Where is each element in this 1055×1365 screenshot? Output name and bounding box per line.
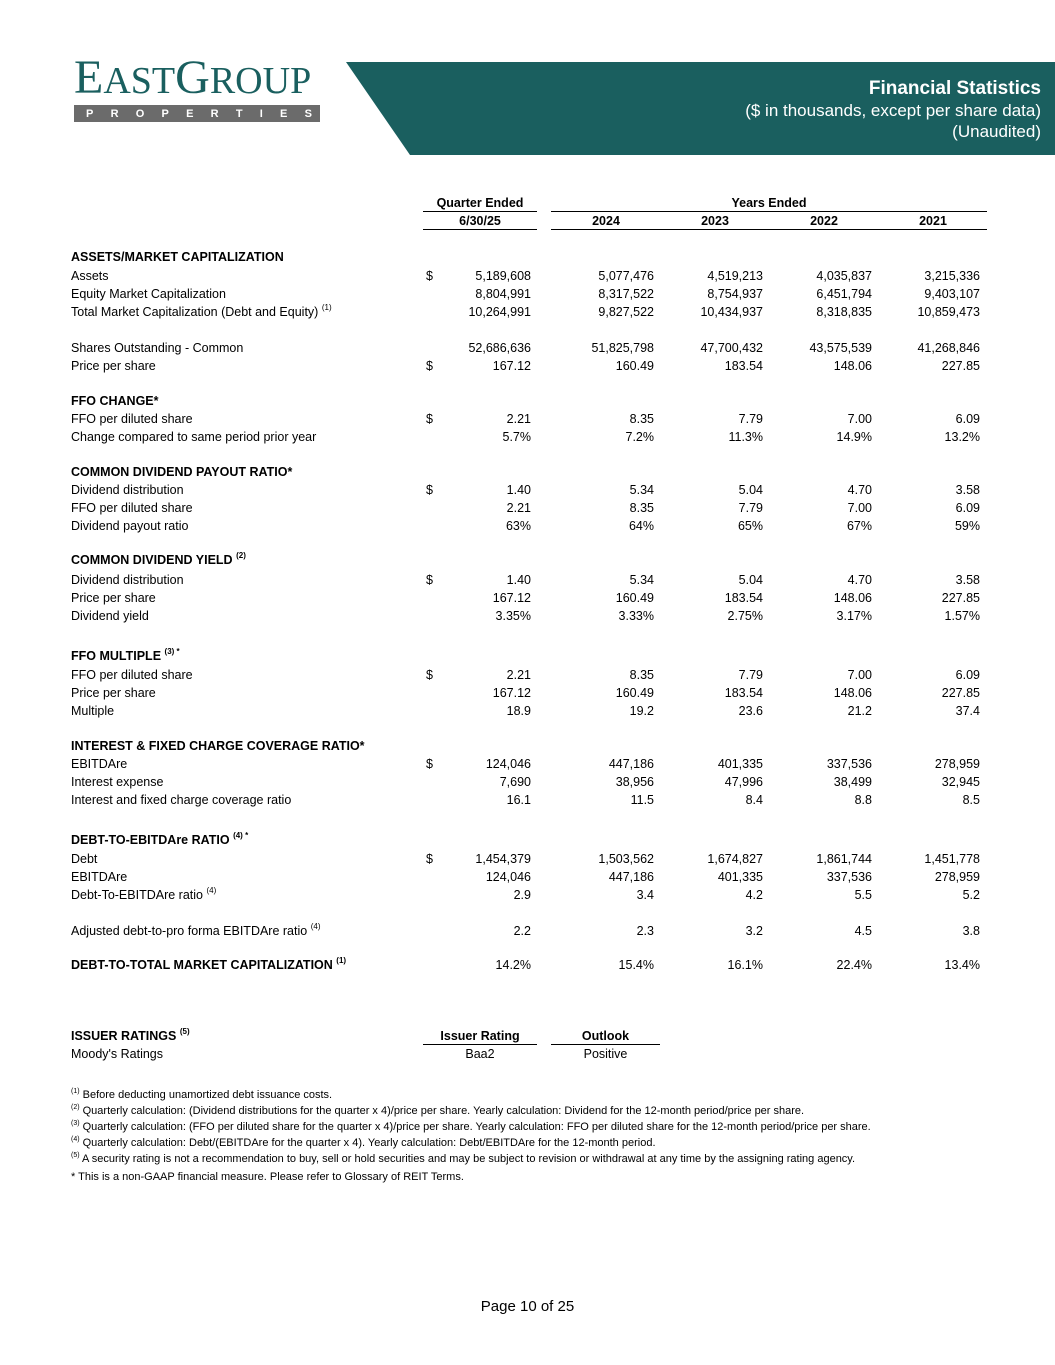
cell-2022: 148.06 [833,686,872,700]
cell-2022: 7.00 [847,668,872,682]
section-title: COMMON DIVIDEND YIELD $^{(2)}$ [71,551,246,567]
cell-2023: 7.79 [738,501,763,515]
cell-2022: 38,499 [833,775,872,789]
section-multiple [0,647,1055,665]
cell-6-30-25: 124,046 [485,870,531,884]
row-label: Debt [71,852,98,866]
section-title: ASSETS/MARKET CAPITALIZATION [71,250,284,264]
cell-6-30-25: 52,686,636 [468,341,531,355]
section-title: INTEREST & FIXED CHARGE COVERAGE RATIO* [71,739,365,753]
ratings-value: Baa2 [465,1047,495,1061]
table-row-interest [0,773,1055,791]
column-header-2021: 2021 [919,214,947,228]
issuer-ratings-title: ISSUER RATINGS [71,1029,177,1043]
cell-2024: 11.5 [630,793,654,807]
logo-letter: R [210,107,219,120]
page-subtitle: ($ in thousands, except per share data) [745,101,1041,120]
column-header-2024: 2024 [592,214,620,228]
page-subtitle-unaudited: (Unaudited) [952,122,1041,141]
section-coverage [0,737,1055,755]
cell-2023: 5.04 [738,573,763,587]
cell-2024: 8.35 [629,668,654,682]
cell-2021: 1,451,778 [924,852,980,866]
row-label: Price per share [71,686,156,700]
row-label: Dividend distribution [71,483,184,497]
currency-symbol: $ [426,359,433,373]
table-row-equity-cap [0,285,1055,303]
cell-2022: 14.9% [836,430,872,444]
cell-2024: 7.2% [625,430,654,444]
footnote-text: A security rating is not a recommendation to buy, sell or hold securities and may be subject to revision or withdrawal at any time by the assigning rating agency. [79,1153,856,1165]
cell-2021: 227.85 [941,359,980,373]
currency-symbol: $ [426,412,433,426]
non-gaap-marker: * [242,831,249,840]
cell-2021: 278,959 [934,870,980,884]
table-row-ebitda1 [0,755,1055,773]
ratings-row-moodys [0,1045,1055,1063]
table-row-ebitda2 [0,868,1055,886]
logo-properties-bar [74,105,320,122]
table-row-multiple [0,702,1055,720]
cell-2023: 2.75% [727,609,763,623]
cell-2022: 22.4% [836,958,872,972]
footnote-ref: (4) [206,886,217,895]
cell-6-30-25: 2.9 [513,888,531,902]
cell-2021: 37.4 [955,704,980,718]
cell-2022: 148.06 [833,591,872,605]
cell-2022: 337,536 [826,757,872,771]
footnote-mark: (4) [71,1136,80,1143]
row-label: EBITDAre [71,870,128,884]
cell-2021: 5.2 [962,888,980,902]
cell-2022: 7.00 [847,501,872,515]
cell-2022: 8,318,835 [816,305,872,319]
cell-2023: 7.79 [738,668,763,682]
cell-6-30-25: 10,264,991 [468,305,531,319]
cell-6-30-25: 167.12 [492,591,531,605]
cell-2023: 10,434,937 [700,305,763,319]
table-row-div2 [0,571,1055,589]
cell-2023: 3.2 [745,924,763,938]
table-row-adj-ratio [0,922,1055,940]
cell-2024: 8.35 [629,412,654,426]
column-header-2023: 2023 [701,214,729,228]
cell-2023: 23.6 [738,704,763,718]
cell-2021: 41,268,846 [917,341,980,355]
ratings-column-outlook: Outlook [581,1029,630,1043]
table-row-price3 [0,684,1055,702]
cell-2021: 278,959 [934,757,980,771]
cell-2023: 11.3% [728,430,763,444]
table-row-assets [0,267,1055,285]
cell-2021: 10,859,473 [917,305,980,319]
cell-2021: 3.58 [955,483,980,497]
row-label: FFO per diluted share [71,501,193,515]
table-row-price2 [0,589,1055,607]
cell-2024: 160.49 [615,591,654,605]
divider [423,211,537,212]
cell-2023: 8,754,937 [707,287,763,301]
logo-letter: R [110,107,119,120]
cell-2021: 59% [954,519,980,533]
cell-2023: 4.2 [745,888,763,902]
footnote-ref: (4) [310,922,321,931]
divider [551,211,987,212]
footnote-1 [71,1087,871,1103]
logo-wordmark [74,51,322,104]
cell-6-30-25: 14.2% [495,958,531,972]
table-row-ffo3 [0,666,1055,684]
column-header-q2-2025: 6/30/25 [459,214,501,228]
column-group-years: Years Ended [731,196,807,210]
table-row-total-cap [0,303,1055,321]
cell-2022: 67% [846,519,872,533]
divider [423,229,537,230]
cell-2024: 5.34 [629,483,654,497]
cell-6-30-25: 2.21 [506,501,531,515]
footnote-mark: (2) [71,1104,80,1111]
column-group-quarter: Quarter Ended [436,196,524,210]
cell-6-30-25: 124,046 [485,757,531,771]
row-label: Equity Market Capitalization [71,287,226,301]
cell-2023: 16.1% [727,958,763,972]
cell-2022: 148.06 [833,359,872,373]
footnote-3 [71,1119,871,1135]
cell-6-30-25: 16.1 [506,793,531,807]
table-row-coverage [0,791,1055,809]
currency-symbol: $ [426,483,433,497]
ratings-outlook: Positive [583,1047,628,1061]
cell-2023: 65% [737,519,763,533]
currency-symbol: $ [426,573,433,587]
table-row-payout [0,517,1055,535]
cell-2023: 47,700,432 [700,341,763,355]
cell-2022: 1,861,744 [816,852,872,866]
table-row-ffo1 [0,410,1055,428]
cell-6-30-25: 5,189,608 [475,269,531,283]
cell-2021: 3.8 [962,924,980,938]
cell-2022: 43,575,539 [809,341,872,355]
cell-2021: 6.09 [955,501,980,515]
cell-6-30-25: 5.7% [502,430,531,444]
cell-6-30-25: 8,804,991 [475,287,531,301]
row-label: Assets [71,269,109,283]
row-label: Total Market Capitalization (Debt and Equity) $^{(1)}$ [71,303,332,319]
cell-6-30-25: 1.40 [506,573,531,587]
cell-2021: 13.4% [944,958,980,972]
footnote-text: Quarterly calculation: (FFO per diluted share for the quarter x 4)/price per share. Yearly calculation: FFO per diluted share for the 12-month period/price per share. [79,1121,871,1133]
footnote-mark: (1) [71,1088,80,1095]
column-header-2022: 2022 [810,214,838,228]
row-label: Multiple [71,704,115,718]
row-label: Change compared to same period prior year [71,430,317,444]
section-yield [0,551,1055,569]
cell-6-30-25: 63% [505,519,531,533]
cell-2024: 38,956 [615,775,654,789]
cell-2021: 32,945 [941,775,980,789]
cell-2024: 15.4% [618,958,654,972]
logo-letter: T [235,107,243,120]
cell-2023: 183.54 [724,686,763,700]
row-label: Debt-To-EBITDAre ratio $^{(4)}$ [71,886,217,902]
table-row-ffo2 [0,499,1055,517]
cell-2024: 8,317,522 [598,287,654,301]
cell-2024: 447,186 [608,870,654,884]
cell-2022: 337,536 [826,870,872,884]
cell-2021: 3.58 [955,573,980,587]
cell-6-30-25: 7,690 [499,775,531,789]
footnote-5 [71,1151,871,1167]
cell-2021: 6.09 [955,668,980,682]
section-title: FFO CHANGE* [71,394,159,408]
divider [551,229,987,230]
row-label: Dividend yield [71,609,149,623]
section-title: FFO MULTIPLE $^{(3)}$ * [71,647,180,663]
cell-6-30-25: 167.12 [492,359,531,373]
section-title: COMMON DIVIDEND PAYOUT RATIO* [71,465,293,479]
cell-2024: 5,077,476 [598,269,654,283]
cell-2024: 3.4 [636,888,654,902]
section-payout [0,463,1055,481]
row-label: Dividend payout ratio [71,519,189,533]
ratings-agency: Moody's Ratings [71,1047,164,1061]
cell-2024: 8.35 [629,501,654,515]
cell-2021: 1.57% [944,609,980,623]
table-row-debt-ratio [0,886,1055,904]
cell-2023: 4,519,213 [707,269,763,283]
cell-2022: 4,035,837 [816,269,872,283]
logo-letter: I [259,107,263,120]
non-gaap-note: * This is a non-GAAP financial measure. Please refer to Glossary of REIT Terms. [71,1171,464,1183]
cell-2023: 47,996 [724,775,763,789]
cell-2021: 3,215,336 [924,269,980,283]
cell-2024: 3.33% [618,609,654,623]
cell-2023: 5.04 [738,483,763,497]
footnote-ref: (5) [179,1027,190,1036]
footnote-ref: (3) [164,647,175,656]
footnote-4 [71,1135,871,1151]
cell-2024: 5.34 [629,573,654,587]
cell-2021: 227.85 [941,591,980,605]
cell-2021: 8.5 [962,793,980,807]
footnote-ref: (4) [233,831,243,840]
row-label: EBITDAre [71,757,128,771]
cell-2024: 2.3 [636,924,654,938]
cell-2021: 227.85 [941,686,980,700]
footnote-2 [71,1103,871,1119]
row-label: Shares Outstanding - Common [71,341,244,355]
logo-letter: O [135,107,145,120]
logo-letter: E [186,107,194,120]
table-row-debt [0,850,1055,868]
row-label: Interest expense [71,775,164,789]
cell-6-30-25: 1,454,379 [475,852,531,866]
row-label: FFO per diluted share [71,412,193,426]
cell-2024: 19.2 [629,704,654,718]
ratings-column-issuer-rating: Issuer Rating [440,1029,520,1043]
cell-2023: 7.79 [738,412,763,426]
cell-2022: 4.5 [854,924,872,938]
cell-2023: 183.54 [724,591,763,605]
row-label: Price per share [71,359,156,373]
cell-2024: 1,503,562 [598,852,654,866]
cell-2024: 160.49 [615,359,654,373]
cell-6-30-25: 18.9 [506,704,531,718]
table-row-shares [0,339,1055,357]
page-title: Financial Statistics [868,78,1041,99]
footnote-ref: (1) [321,303,332,312]
non-gaap-marker: * [174,647,180,656]
section-ffo-change [0,392,1055,410]
cell-2023: 8.4 [745,793,763,807]
table-row-div1 [0,481,1055,499]
table-row-yield [0,607,1055,625]
section-debt-ebitda [0,831,1055,849]
cell-2022: 4.70 [847,483,872,497]
section-debt-to-total-cap [0,956,1055,974]
cell-2024: 160.49 [615,686,654,700]
currency-symbol: $ [426,668,433,682]
company-logo [74,51,322,122]
footnote-mark: (5) [71,1152,80,1159]
currency-symbol: $ [426,269,433,283]
cell-2022: 21.2 [847,704,872,718]
cell-6-30-25: 3.35% [495,609,531,623]
cell-2022: 8.8 [854,793,872,807]
cell-2024: 51,825,798 [591,341,654,355]
footnote-text: Before deducting unamortized debt issuance costs. [79,1089,333,1101]
row-label: Dividend distribution [71,573,184,587]
currency-symbol: $ [426,757,433,771]
row-label: FFO per diluted share [71,668,193,682]
section-assets [0,248,1055,266]
cell-6-30-25: 2.2 [513,924,531,938]
row-label: Interest and fixed charge coverage ratio [71,793,292,807]
cell-2022: 4.70 [847,573,872,587]
footnote-mark: (3) [71,1120,80,1127]
logo-text: EASTGROUP [74,51,312,104]
logo-letter: S [304,107,312,120]
cell-2022: 7.00 [847,412,872,426]
logo-letter: E [280,107,288,120]
currency-symbol: $ [426,852,433,866]
footnote-text: Quarterly calculation: (Dividend distributions for the quarter x 4)/price per share. Yearly calculation: Dividend for the 12-month period/price per share. [79,1105,805,1117]
cell-2022: 5.5 [854,888,872,902]
banner-text [745,78,1041,142]
section-title: DEBT-TO-EBITDAre RATIO $^{(4)}$ * [71,831,249,847]
table-row-price1 [0,357,1055,375]
cell-6-30-25: 2.21 [506,412,531,426]
cell-2024: 447,186 [608,757,654,771]
cell-2022: 3.17% [836,609,872,623]
footnote-ref: (1) [336,956,347,965]
cell-2024: 9,827,522 [598,305,654,319]
cell-6-30-25: 1.40 [506,483,531,497]
cell-2023: 401,335 [717,870,763,884]
cell-6-30-25: 2.21 [506,668,531,682]
footnote-text: Quarterly calculation: Debt/(EBITDAre for the quarter x 4). Yearly calculation: Debt/EBITDAre for the 12-month period. [79,1137,656,1149]
logo-letter: P [161,107,169,120]
logo-letter: P [86,107,94,120]
cell-2023: 401,335 [717,757,763,771]
cell-2021: 13.2% [944,430,980,444]
cell-6-30-25: 167.12 [492,686,531,700]
row-label: Price per share [71,591,156,605]
cell-2023: 183.54 [724,359,763,373]
footnotes [71,1087,871,1185]
cell-2023: 1,674,827 [707,852,763,866]
footnote-ref: (2) [236,551,246,560]
cell-2022: 6,451,794 [816,287,872,301]
section-title: DEBT-TO-TOTAL MARKET CAPITALIZATION $^{(1)}$ [71,956,347,972]
row-label: Adjusted debt-to-pro forma EBITDAre ratio $^{(4)}$ [71,922,321,938]
cell-2021: 9,403,107 [924,287,980,301]
cell-2024: 64% [628,519,654,533]
page-number: Page 10 of 25 [480,1298,575,1315]
table-row-change [0,428,1055,446]
cell-2021: 6.09 [955,412,980,426]
